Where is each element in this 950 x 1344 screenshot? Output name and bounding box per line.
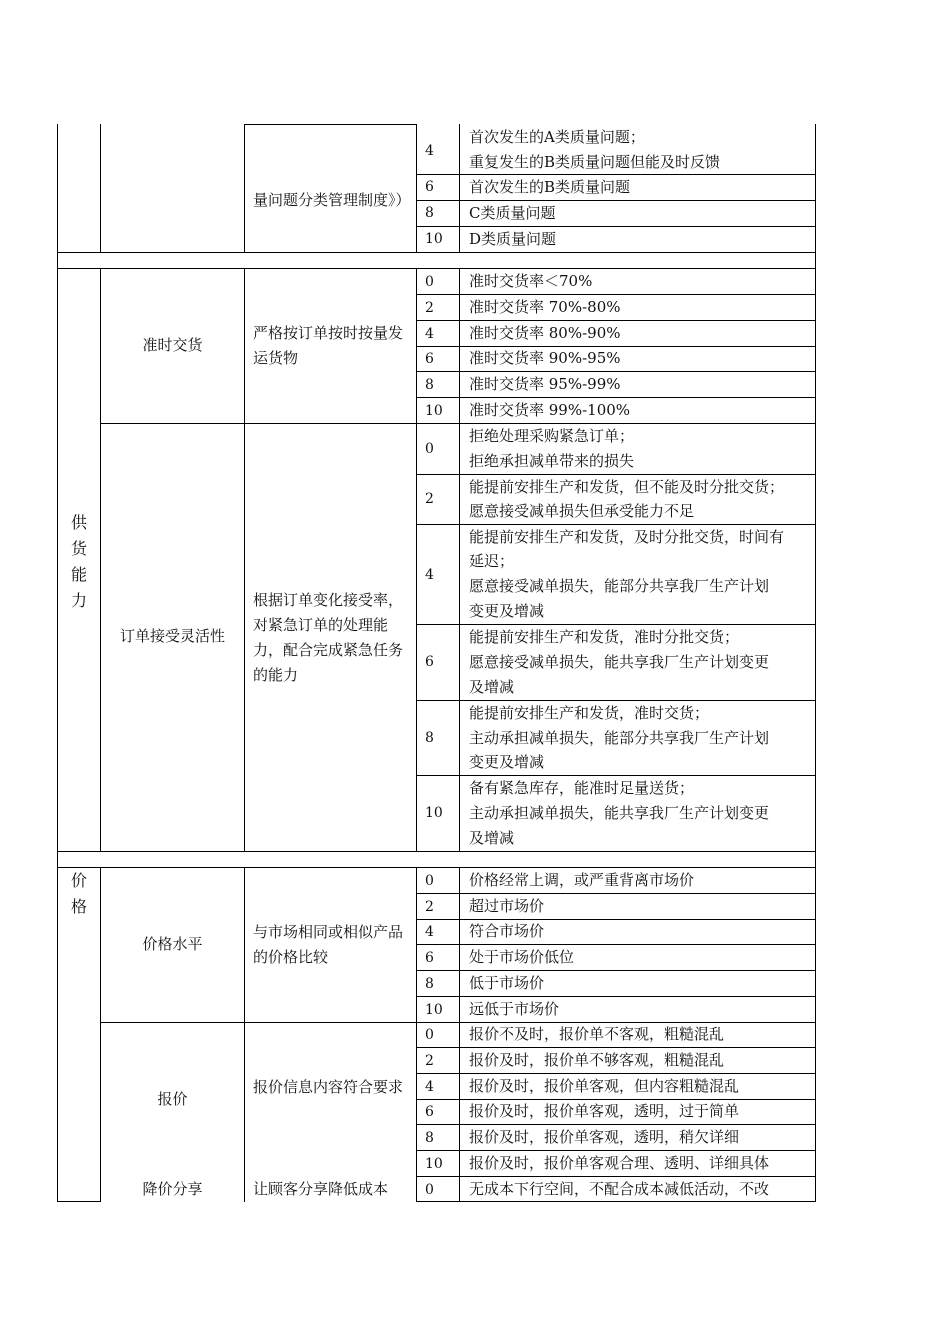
item-price-level: 价格水平 xyxy=(142,935,203,953)
rule xyxy=(815,867,816,1202)
score-cell: 8 xyxy=(425,205,434,221)
rule xyxy=(244,124,245,252)
rule xyxy=(815,124,816,252)
score-cell: 8 xyxy=(425,377,434,393)
rule xyxy=(815,268,816,851)
score-cell: 4 xyxy=(425,1079,434,1095)
score-cell: 8 xyxy=(425,1130,434,1146)
quality-criterion-desc: 量问题分类管理制度》） xyxy=(253,191,411,209)
criterion-line: 处于市场价低位 xyxy=(469,948,575,966)
score-cell: 10 xyxy=(425,1156,443,1172)
score-cell: 2 xyxy=(425,899,434,915)
criterion-line: 及增减 xyxy=(469,829,515,847)
criterion-line: 报价及时，报价单客观合理、透明、详细具体 xyxy=(469,1154,770,1172)
criterion-line: 准时交货率＜70% xyxy=(469,272,593,290)
item-quotation: 报价 xyxy=(157,1090,188,1108)
criterion-line: 延迟； xyxy=(469,552,515,570)
category-supply-capability: 供货能力 xyxy=(70,513,87,610)
rule xyxy=(244,124,416,125)
rule xyxy=(244,268,245,851)
price-level-desc: 与市场相同或相似产品的价格比较 xyxy=(253,923,404,966)
score-cell: 4 xyxy=(425,326,434,342)
criterion-line: 愿意接受减单损失但承受能力不足 xyxy=(469,502,695,520)
score-cell: 0 xyxy=(425,441,434,457)
criterion-line: 重复发生的B类质量问题但能及时反馈 xyxy=(469,153,721,171)
criterion-line: 超过市场价 xyxy=(469,897,545,915)
rule xyxy=(244,867,245,1202)
rule xyxy=(57,268,816,269)
score-cell: 4 xyxy=(425,567,434,583)
criterion-line: 变更及增减 xyxy=(469,753,545,771)
criterion-line: 首次发生的A类质量问题； xyxy=(469,128,645,146)
criterion-line: 远低于市场价 xyxy=(469,1000,560,1018)
criterion-line: 报价不及时，报价单不客观，粗糙混乱 xyxy=(469,1025,725,1043)
score-cell: 10 xyxy=(425,805,443,821)
rule xyxy=(100,867,101,1202)
item-order-flexibility: 订单接受灵活性 xyxy=(119,627,225,645)
criterion-line: 报价及时，报价单客观，透明，过于简单 xyxy=(469,1102,740,1120)
criterion-line: 准时交货率 80%-90% xyxy=(469,324,621,342)
score-cell: 6 xyxy=(425,351,434,367)
rule xyxy=(57,867,58,1202)
on-time-desc: 严格按订单按时按量发运货物 xyxy=(253,324,404,367)
criterion-line: 能提前安排生产和发货，准时交货； xyxy=(469,704,710,722)
criterion-line: 准时交货率 99%-100% xyxy=(469,401,631,419)
order-flexibility-desc: 根据订单变化接受率，对紧急订单的处理能力，配合完成紧急任务的能力 xyxy=(253,591,404,684)
criterion-line: 报价及时，报价单客观，透明，稍欠详细 xyxy=(469,1128,740,1146)
rule xyxy=(57,268,58,851)
criterion-line: 首次发生的B类质量问题 xyxy=(469,178,631,196)
criterion-line: 无成本下行空间，不配合成本减低活动，不改 xyxy=(469,1180,770,1198)
score-cell: 2 xyxy=(425,300,434,316)
criterion-line: 准时交货率 70%-80% xyxy=(469,298,621,316)
score-cell: 8 xyxy=(425,976,434,992)
rule xyxy=(57,867,816,868)
rule xyxy=(815,851,816,867)
rule xyxy=(815,252,816,268)
score-cell: 6 xyxy=(425,950,434,966)
criterion-line: 低于市场价 xyxy=(469,974,545,992)
score-cell: 4 xyxy=(425,924,434,940)
criterion-line: 变更及增减 xyxy=(469,602,545,620)
criterion-line: C类质量问题 xyxy=(469,204,556,222)
criterion-line: D类质量问题 xyxy=(469,230,557,248)
rule xyxy=(57,851,816,852)
rule xyxy=(57,252,816,253)
score-cell: 0 xyxy=(425,1027,434,1043)
criterion-line: 拒绝处理采购紧急订单； xyxy=(469,427,635,445)
rule xyxy=(459,268,460,851)
criterion-line: 报价及时，报价单客观，但内容粗糙混乱 xyxy=(469,1077,740,1095)
score-cell: 10 xyxy=(425,403,443,419)
rule xyxy=(100,423,816,424)
score-cell: 8 xyxy=(425,730,434,746)
rule xyxy=(57,851,58,867)
score-cell: 2 xyxy=(425,1053,434,1069)
criterion-line: 符合市场价 xyxy=(469,922,545,940)
score-cell: 0 xyxy=(425,1182,434,1198)
score-cell: 0 xyxy=(425,873,434,889)
rule xyxy=(416,867,417,1202)
score-cell: 10 xyxy=(425,231,443,247)
criterion-line: 能提前安排生产和发货，准时分批交货； xyxy=(469,628,740,646)
category-price: 价格 xyxy=(70,871,87,916)
score-cell: 6 xyxy=(425,654,434,670)
rule xyxy=(459,124,460,252)
criterion-line: 价格经常上调，或严重背离市场价 xyxy=(469,871,695,889)
criterion-line: 主动承担减单损失，能共享我厂生产计划变更 xyxy=(469,804,770,822)
criterion-line: 主动承担减单损失，能部分共享我厂生产计划 xyxy=(469,729,770,747)
criterion-line: 愿意接受减单损失，能部分共享我厂生产计划 xyxy=(469,577,770,595)
rule xyxy=(57,124,58,252)
rule xyxy=(416,268,417,851)
score-cell: 6 xyxy=(425,179,434,195)
criterion-line: 及增减 xyxy=(469,678,515,696)
criterion-line: 拒绝承担减单带来的损失 xyxy=(469,452,635,470)
rule xyxy=(416,124,417,252)
score-cell: 10 xyxy=(425,1002,443,1018)
item-on-time-delivery: 准时交货 xyxy=(142,336,203,354)
criterion-line: 报价及时，报价单不够客观，粗糙混乱 xyxy=(469,1051,725,1069)
criterion-line: 愿意接受减单损失，能共享我厂生产计划变更 xyxy=(469,653,770,671)
rule xyxy=(100,124,101,252)
rule xyxy=(57,252,58,268)
score-cell: 2 xyxy=(425,491,434,507)
quotation-desc: 报价信息内容符合要求 xyxy=(253,1078,404,1096)
criterion-line: 能提前安排生产和发货，及时分批交货，时间有 xyxy=(469,528,785,546)
criterion-line: 准时交货率 95%-99% xyxy=(469,375,621,393)
criterion-line: 备有紧急库存，能准时足量送货； xyxy=(469,779,695,797)
rule xyxy=(57,1201,101,1202)
rule xyxy=(459,867,460,1202)
item-price-reduction-share: 降价分享 xyxy=(142,1180,203,1198)
score-cell: 0 xyxy=(425,274,434,290)
score-cell: 6 xyxy=(425,1104,434,1120)
price-reduction-desc: 让顾客分享降低成本 xyxy=(253,1180,389,1198)
criterion-line: 准时交货率 90%-95% xyxy=(469,349,621,367)
criterion-line: 能提前安排生产和发货，但不能及时分批交货； xyxy=(469,478,785,496)
score-cell: 4 xyxy=(425,143,434,159)
